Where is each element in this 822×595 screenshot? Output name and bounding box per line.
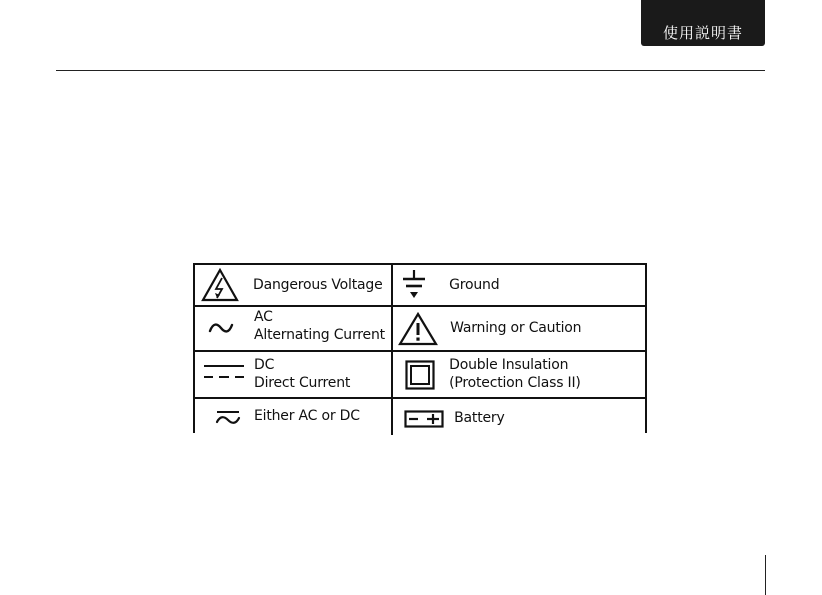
ac-label: AC: [254, 309, 273, 325]
cell-battery: [392, 399, 645, 435]
ac-or-dc-label: Either AC or DC: [254, 408, 360, 424]
double-square-icon: [404, 359, 436, 391]
page-edge-mark: [765, 555, 766, 595]
cell-ac-or-dc: [195, 399, 390, 435]
table-row: [195, 265, 645, 305]
dc-symbol-icon: [203, 361, 245, 383]
cell-double-insulation: [392, 352, 645, 397]
manual-tab-label: 使用説明書: [662, 24, 743, 42]
cell-dangerous-voltage: [195, 265, 390, 305]
warning-label: Warning or Caution: [450, 320, 582, 336]
battery-label: Battery: [454, 410, 505, 426]
sine-wave-icon: [207, 318, 235, 338]
cell-dc: [195, 352, 390, 397]
cell-ground: [392, 265, 645, 305]
ac-description: Alternating Current: [254, 327, 385, 343]
table-row: [195, 399, 645, 435]
dc-description: Direct Current: [254, 375, 351, 391]
double-insulation-description: (Protection Class II): [449, 375, 581, 391]
manual-tab: [641, 0, 765, 46]
ground-icon: [400, 268, 428, 302]
table-row: [195, 352, 645, 397]
cell-warning: [392, 307, 645, 350]
dc-label: DC: [254, 357, 275, 373]
double-insulation-label: Double Insulation: [449, 357, 569, 373]
table-row: [195, 307, 645, 350]
battery-icon: [404, 409, 444, 429]
warning-triangle-icon: [398, 311, 438, 347]
cell-ac: [195, 307, 390, 350]
header-rule: [56, 70, 765, 71]
lightning-triangle-icon: [200, 267, 240, 303]
dangerous-voltage-label: Dangerous Voltage: [253, 277, 383, 293]
symbol-table: [193, 263, 647, 433]
ground-label: Ground: [449, 277, 500, 293]
ac-dc-icon: [213, 406, 243, 428]
